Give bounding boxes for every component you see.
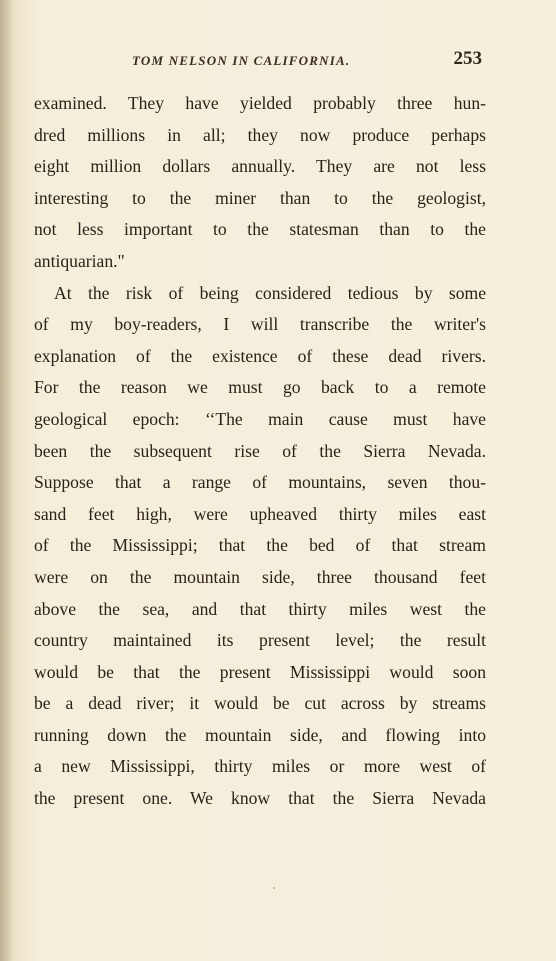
- text-line: running down the mountain side, and flowing into: [34, 724, 486, 745]
- text-line: country maintained its present level; the result: [34, 630, 486, 651]
- text-line: examined. They have yielded probably three hun-: [34, 93, 486, 113]
- text-line: above the sea, and that thirty miles west the: [34, 598, 486, 619]
- text-line: a new Mississippi, thirty miles or more west of: [34, 756, 486, 777]
- text-line: At the risk of being considered tedious by some: [54, 282, 486, 303]
- text-line: of my boy-readers, I will transcribe the writer's: [34, 314, 486, 335]
- text-line: antiquarian.": [34, 250, 125, 271]
- text-line: dred millions in all; they now produce perhaps: [34, 124, 486, 145]
- gutter-shadow: [0, 0, 14, 961]
- page-number: 253: [453, 48, 482, 69]
- text-line: would be that the present Mississippi would soon: [34, 661, 486, 682]
- text-line: Suppose that a range of mountains, seven thou-: [34, 472, 486, 493]
- text-line: be a dead river; it would be cut across by streams: [34, 693, 486, 714]
- text-line: For the reason we must go back to a remote: [34, 377, 486, 398]
- running-title: TOM NELSON IN CALIFORNIA.: [132, 53, 351, 68]
- text-line: explanation of the existence of these dead rivers.: [34, 345, 486, 366]
- running-head: [34, 48, 486, 74]
- text-line: been the subsequent rise of the Sierra Nevada.: [34, 440, 486, 461]
- text-line: of the Mississippi; that the bed of that stream: [34, 535, 486, 556]
- ink-speck: [273, 887, 275, 889]
- text-line: were on the mountain side, three thousand feet: [34, 566, 486, 587]
- text-line: not less important to the statesman than to the: [34, 219, 486, 240]
- text-line: geological epoch: ‘‘The main cause must have: [34, 408, 486, 429]
- body-text: [34, 88, 486, 815]
- text-line: sand feet high, were upheaved thirty miles east: [34, 503, 486, 524]
- text-line: the present one. We know that the Sierra Nevada: [34, 788, 486, 809]
- text-line: interesting to the miner than to the geologist,: [34, 187, 486, 208]
- text-line: eight million dollars annually. They are not less: [34, 156, 486, 177]
